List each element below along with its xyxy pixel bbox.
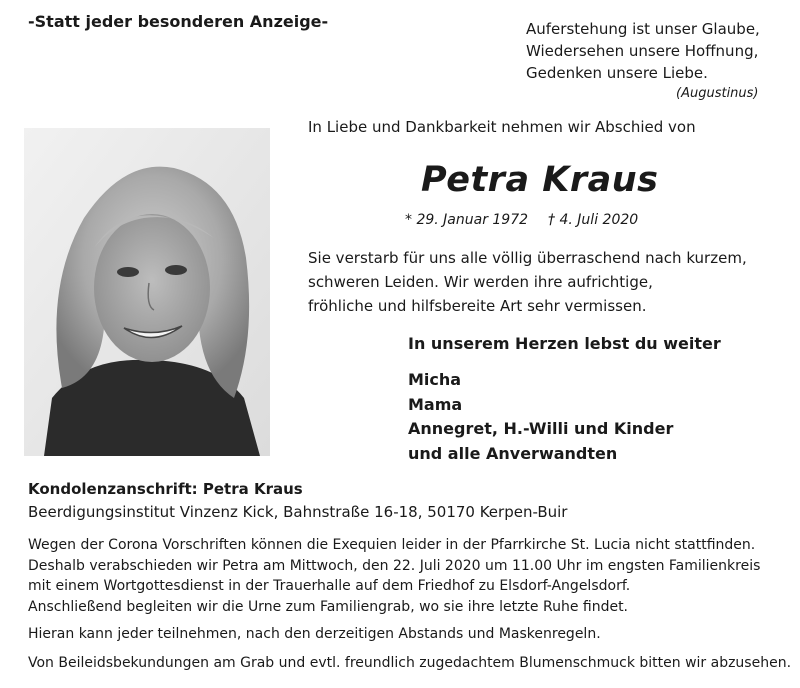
mourner: Micha — [408, 370, 462, 389]
attendance-paragraph: Hieran kann jeder teilnehmen, nach den derzeitigen Abstands und Maskenregeln. — [28, 626, 601, 642]
death-date: † 4. Juli 2020 — [548, 212, 639, 228]
mourners-list — [408, 368, 673, 466]
condolence-title: Kondolenzanschrift: Petra Kraus — [28, 480, 303, 498]
condolence-address: Beerdigungsinstitut Vinzenz Kick, Bahnstraße 16-18, 50170 Kerpen-Buir — [28, 503, 568, 521]
funeral-line: Deshalb verabschieden wir Petra am Mittwoch, den 22. Juli 2020 um 11.00 Uhr im engsten Familienkreis — [28, 557, 761, 574]
funeral-line: Wegen der Corona Vorschriften können die Exequien leider in der Pfarrkirche St. Lucia nicht stattfinden. — [28, 537, 756, 553]
quote-author: (Augustinus) — [676, 86, 759, 101]
quote-line: Auferstehung ist unser Glaube, — [526, 20, 760, 38]
tribute-text — [308, 246, 747, 318]
mourner: Annegret, H.-Willi und Kinder — [408, 419, 674, 438]
funeral-line: Anschließend begleiten wir die Urne zum Familiengrab, wo sie ihre letzte Ruhe findet. — [28, 598, 629, 615]
mourner: und alle Anverwandten — [408, 443, 618, 463]
quote-line: Gedenken unsere Liebe. — [526, 64, 708, 82]
funeral-paragraph — [28, 535, 760, 617]
notice-header: -Statt jeder besonderen Anzeige- — [28, 12, 329, 31]
life-dates — [405, 212, 638, 228]
portrait-image — [24, 128, 270, 456]
portrait-photo — [24, 128, 270, 456]
requests-paragraph: Von Beileidsbekundungen am Grab und evtl. freundlich zugedachtem Blumenschmuck bitten wir abzusehen. — [28, 655, 792, 671]
deceased-name: Petra Kraus — [421, 160, 659, 200]
quote — [526, 18, 760, 84]
birth-date: * 29. Januar 1972 — [405, 212, 529, 228]
tribute-line: fröhliche und hilfsbereite Art sehr vermissen. — [308, 297, 647, 315]
funeral-line: mit einem Wortgottesdienst in der Trauerhalle auf dem Friedhof zu Elsdorf-Angelsdorf. — [28, 578, 631, 594]
quote-line: Wiedersehen unsere Hoffnung, — [526, 42, 759, 60]
tribute-line: Sie verstarb für uns alle völlig überraschend nach kurzem, — [308, 249, 747, 267]
intro-text: In Liebe und Dankbarkeit nehmen wir Abschied von — [308, 118, 696, 136]
mourner: Mama — [408, 394, 463, 414]
motto: In unserem Herzen lebst du weiter — [408, 334, 721, 353]
tribute-line: schweren Leiden. Wir werden ihre aufrichtige, — [308, 273, 653, 291]
